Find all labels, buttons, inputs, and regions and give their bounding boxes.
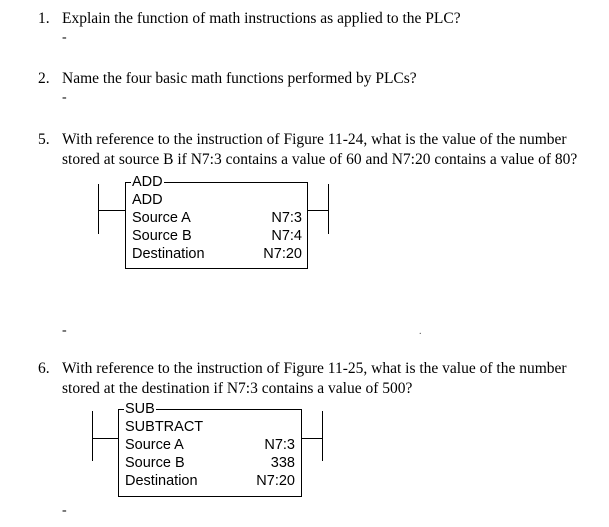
left-rung-wire (99, 210, 125, 211)
question-text: Explain the function of math instructions as applied to the PLC? (62, 10, 461, 27)
question-text-line-2: stored at the destination if N7:3 contains a value of 500? (62, 380, 413, 397)
answer-field[interactable]: - (62, 30, 67, 45)
question-number: 6. (38, 360, 50, 377)
question-text-line-2: stored at source B if N7:3 contains a value of 60 and N7:20 contains a value of 80? (62, 151, 578, 168)
source-a-label: Source A (132, 210, 191, 226)
right-rail (328, 184, 329, 234)
destination-label: Destination (125, 473, 198, 489)
right-rung-wire (302, 438, 322, 439)
question-number: 2. (38, 70, 50, 87)
right-rail (322, 411, 323, 461)
source-b-value: 338 (270, 455, 295, 471)
add-title: ADD (132, 192, 163, 208)
left-rail (98, 184, 99, 234)
right-rung-wire (308, 210, 328, 211)
source-a-label: Source A (125, 437, 184, 453)
stray-mark: . (419, 326, 422, 337)
answer-field[interactable]: - (62, 323, 67, 338)
add-tag: ADD (132, 174, 163, 190)
destination-value: N7:20 (263, 246, 302, 262)
source-a-value: N7:3 (264, 437, 295, 453)
destination-label: Destination (132, 246, 205, 262)
answer-field[interactable]: - (62, 90, 67, 105)
source-a-value: N7:3 (271, 210, 302, 226)
source-b-label: Source B (125, 455, 185, 471)
source-b-label: Source B (132, 228, 192, 244)
question-number: 5. (38, 131, 50, 148)
question-number: 1. (38, 10, 50, 27)
left-rail (92, 411, 93, 461)
answer-field[interactable]: - (62, 503, 67, 518)
question-text-line-1: With reference to the instruction of Figure 11-24, what is the value of the number (62, 131, 567, 148)
source-b-value: N7:4 (271, 228, 302, 244)
left-rung-wire (93, 438, 118, 439)
sub-title: SUBTRACT (125, 419, 204, 435)
question-text-line-1: With reference to the instruction of Figure 11-25, what is the value of the number (62, 360, 567, 377)
sub-tag: SUB (125, 401, 155, 417)
destination-value: N7:20 (256, 473, 295, 489)
question-text: Name the four basic math functions performed by PLCs? (62, 70, 417, 87)
